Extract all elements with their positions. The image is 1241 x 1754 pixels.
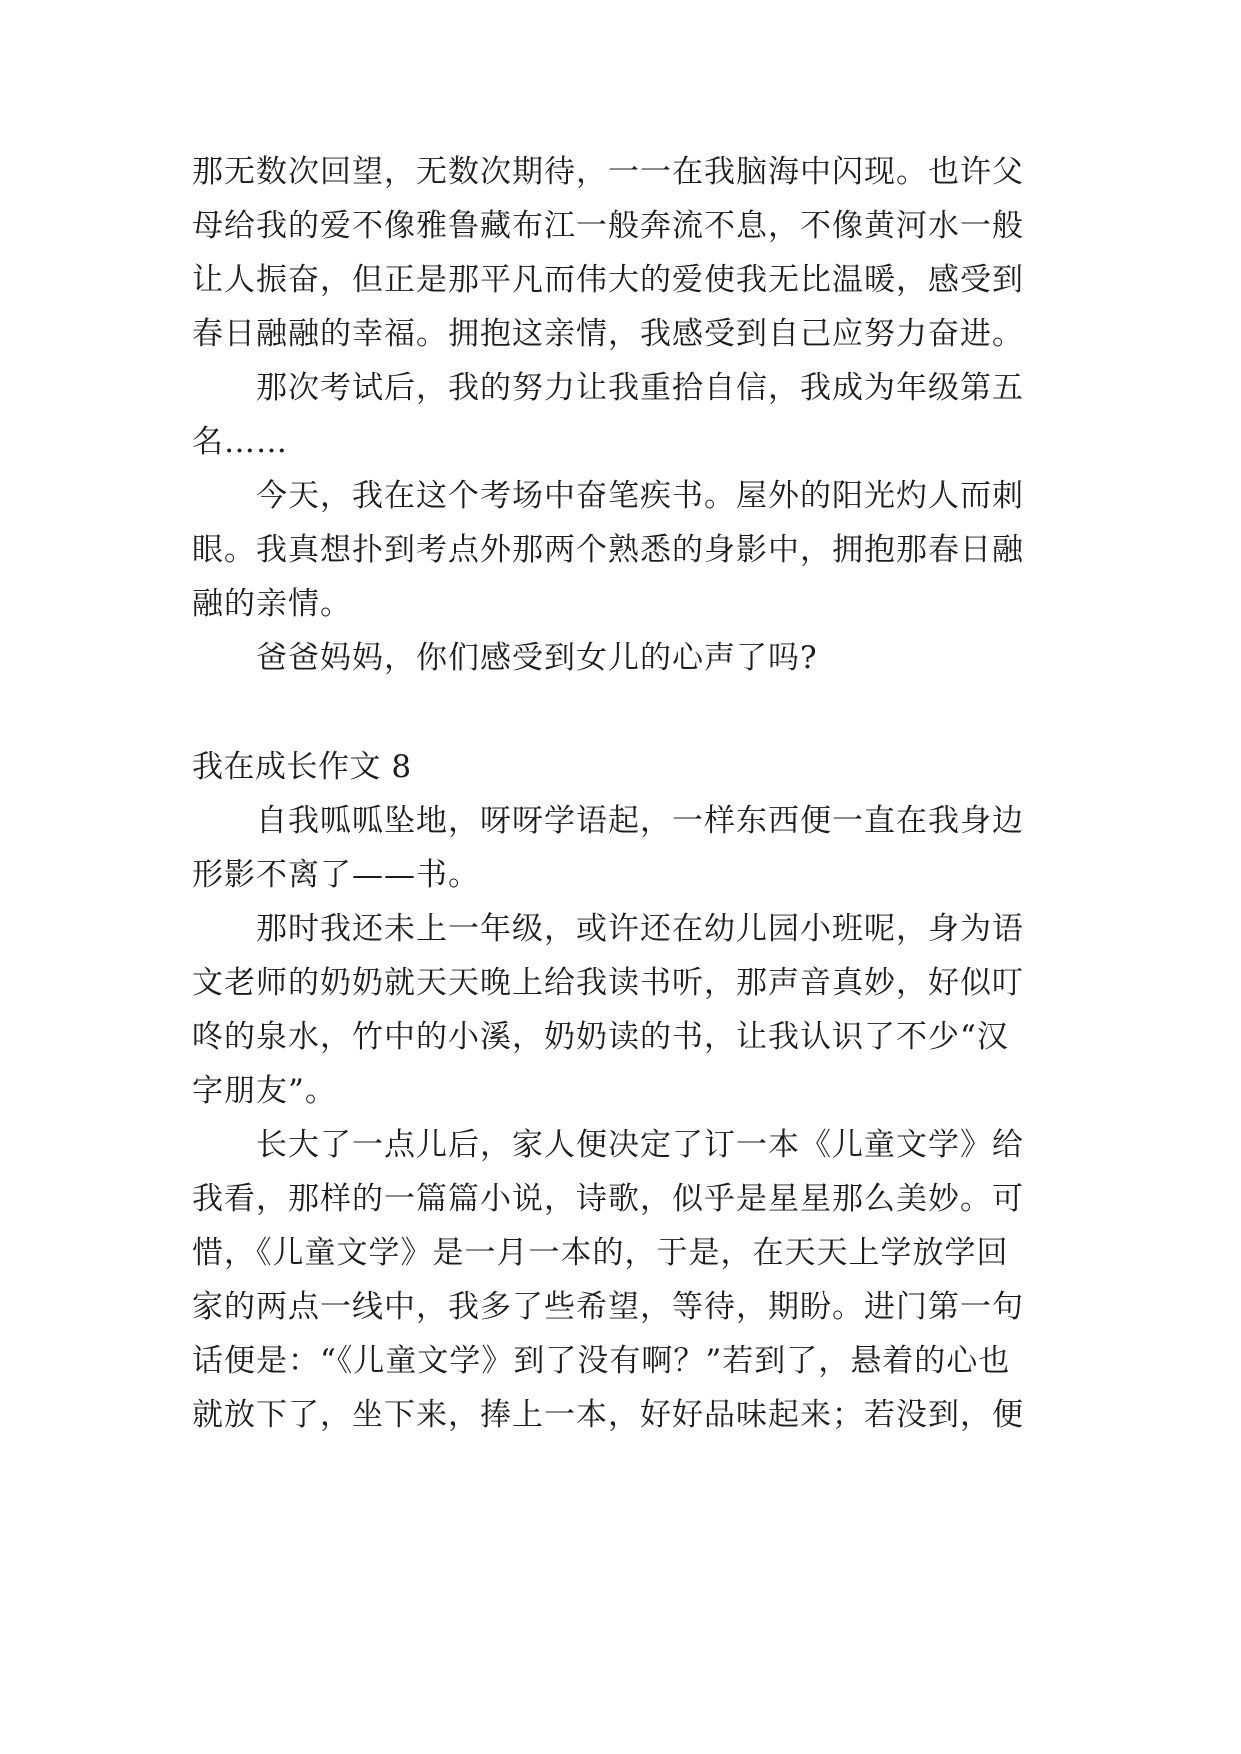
- text-line: 母给我的爱不像雅鲁藏布江一般奔流不息，不像黄河水一般: [192, 208, 1024, 244]
- paragraph-first-line: 自我呱呱坠地，呀呀学语起，一样东西便一直在我身边: [256, 803, 1024, 839]
- essay-title: 我在成长作文 8: [192, 749, 412, 785]
- text-line: 家的两点一线中，我多了些希望，等待，期盼。进门第一句: [192, 1289, 1024, 1325]
- text-line: 字朋友”。: [192, 1073, 337, 1109]
- paragraph-first-line: 那次考试后，我的努力让我重拾自信，我成为年级第五: [256, 370, 1024, 406]
- text-line: 让人振奋，但正是那平凡而伟大的爱使我无比温暖，感受到: [192, 262, 1024, 298]
- text-line: 融的亲情。: [192, 586, 352, 622]
- text-line: 文老师的奶奶就天天晚上给我读书听，那声音真妙，好似叮: [192, 965, 1024, 1001]
- text-line: 惜，《儿童文学》是一月一本的，于是，在天天上学放学回: [192, 1235, 1009, 1271]
- text-line: 那无数次回望，无数次期待，一一在我脑海中闪现。也许父: [192, 154, 1024, 190]
- paragraph-first-line: 那时我还未上一年级，或许还在幼儿园小班呢，身为语: [256, 911, 1024, 947]
- paragraph-first-line: 今天，我在这个考场中奋笔疾书。屋外的阳光灼人而刺: [256, 478, 1024, 514]
- text-line: 咚的泉水，竹中的小溪，奶奶读的书，让我认识了不少“汉: [192, 1019, 1009, 1055]
- paragraph-first-line: 爸爸妈妈，你们感受到女儿的心声了吗?: [256, 640, 818, 676]
- text-line: 名……: [192, 424, 288, 460]
- text-line: 形影不离了——书。: [192, 857, 480, 893]
- text-line: 我看，那样的一篇篇小说，诗歌，似乎是星星那么美妙。可: [192, 1181, 1024, 1217]
- text-line: 眼。我真想扑到考点外那两个熟悉的身影中，拥抱那春日融: [192, 532, 1024, 568]
- text-line: 就放下了，坐下来，捧上一本，好好品味起来；若没到，便: [192, 1397, 1024, 1433]
- text-line: 春日融融的幸福。拥抱这亲情，我感受到自己应努力奋进。: [192, 316, 1024, 352]
- text-line: 话便是：“《儿童文学》到了没有啊？”若到了，悬着的心也: [192, 1343, 1011, 1379]
- paragraph-first-line: 长大了一点儿后，家人便决定了订一本《儿童文学》给: [256, 1127, 1024, 1163]
